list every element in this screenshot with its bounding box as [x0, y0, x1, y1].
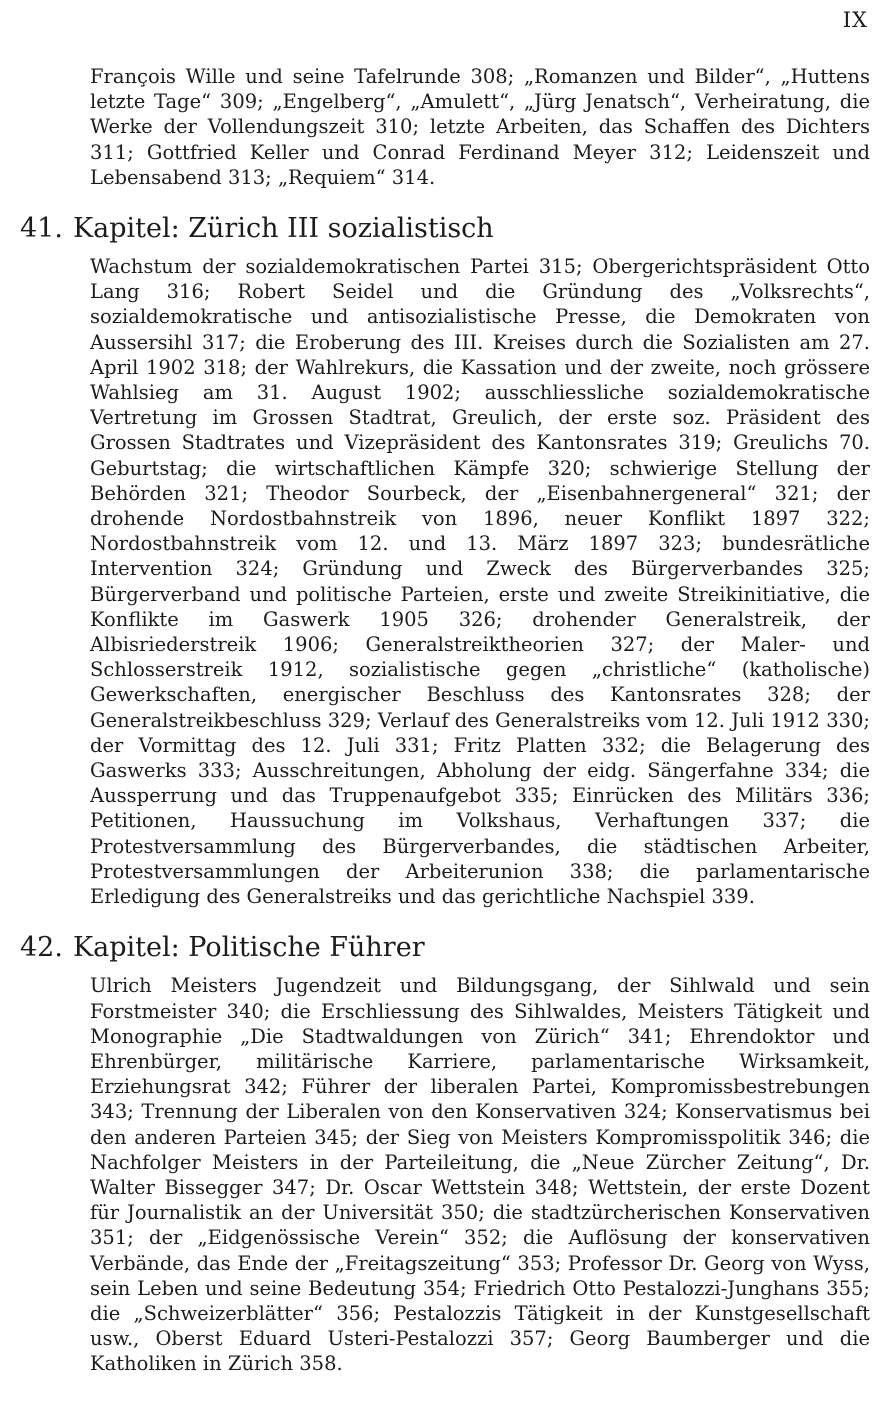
chapter-42-summary: Ulrich Meisters Jugendzeit und Bildungsgang, der Sihlwald und sein Forstmeister 340; die Erschliessung des Sihlwaldes, Meisters Tätigkeit und Monographie „Die Stadtwaldungen von Zürich“ 341; Ehrendoktor und Ehrenbürger, militärische Karriere, parlamentarische Wirksamkeit, Erziehungsrat 342; Führer der liberalen Partei, Kompromissbestrebungen 343; Trennung der Liberalen von den Konservativen 324; Konservatismus bei den anderen Parteien 345; der Sieg von Meisters Kompromisspolitik 346; die Nachfolger Meisters in der Parteileitung, die „Neue Zürcher Zeitung“, Dr. Walter Bissegger 347; Dr. Oscar Wettstein 348; Wettstein, der erste Dozent für Journalistik an der Universität 350; die stadtzürcherischen Konservativen 351; der „Eidgenössische Verein“ 352; die Auflösung der konservativen Verbände, das Ende der „Freitagszeitung“ 353; Professor Dr. Georg von Wyss, sein Leben und seine Bedeutung 354; Friedrich Otto Pestalozzi-Junghans 355; die „Schweizerblätter“ 356; Pestalozzis Tätigkeit in der Kunstgesellschaft usw., Oberst Eduard Usteri-Pestalozzi 357; Georg Baumberger und die Katholiken in Zürich 358. [90, 974, 870, 1376]
chapter-heading-42 [20, 931, 884, 965]
page-content [0, 64, 884, 1377]
chapter-title: Kapitel: Politische Führer [72, 932, 425, 964]
chapter-number: 42. [20, 932, 63, 964]
chapter-heading-41 [20, 212, 884, 246]
chapter-41-summary: Wachstum der sozialdemokratischen Partei 315; Obergerichtspräsident Otto Lang 316; Robert Seidel und die Gründung des „Volksrechts“, sozialdemokratische und antisozialistische Presse, die Demokraten von Aussersihl 317; die Eroberung des III. Kreises durch die Sozialisten am 27. April 1902 318; der Wahlrekurs, die Kassation und der zweite, noch grössere Wahlsieg am 31. August 1902; ausschliessliche sozialdemokratische Vertretung im Grossen Stadtrat, Greulich, der erste soz. Präsident des Grossen Stadtrates und Vizepräsident des Kantonsrates 319; Greulichs 70. Geburtstag; die wirtschaftlichen Kämpfe 320; schwierige Stellung der Behörden 321; Theodor Sourbeck, der „Eisenbahnergeneral“ 321; der drohende Nordostbahnstreik von 1896, neuer Konflikt 1897 322; Nordostbahnstreik vom 12. und 13. März 1897 323; bundesrätliche Intervention 324; Gründung und Zweck des Bürgerverbandes 325; Bürgerverband und politische Parteien, erste und zweite Streikinitiative, die Konflikte im Gaswerk 1905 326; drohender Generalstreik, der Albisriederstreik 1906; Generalstreiktheorien 327; der Maler- und Schlosserstreik 1912, sozialistische gegen „christliche“ (katholische) Gewerkschaften, energischer Beschluss des Kantonsrates 328; der Generalstreikbeschluss 329; Verlauf des Generalstreiks vom 12. Juli 1912 330; der Vormittag des 12. Juli 331; Fritz Platten 332; die Belagerung des Gaswerks 333; Ausschreitungen, Abholung der eidg. Sängerfahne 334; die Aussperrung und das Truppenaufgebot 335; Einrücken des Militärs 336; Petitionen, Haussuchung im Volkshaus, Verhaftungen 337; die Protestversammlung des Bürgerverbandes, die städtischen Arbeiter, Protestversammlungen der Arbeiterunion 338; die parlamentarische Erledigung des Generalstreiks und das gerichtliche Nachspiel 339. [90, 255, 870, 909]
intro-paragraph: François Wille und seine Tafelrunde 308; „Romanzen und Bilder“, „Huttens letzte Tage“ 309; „Engelberg“, „Amulett“, „Jürg Jenatsch“, Verheiratung, die Werke der Vollendungszeit 310; letzte Arbeiten, das Schaffen des Dichters 311; Gottfried Keller und Conrad Ferdinand Meyer 312; Leidenszeit und Lebensabend 313; „Requiem“ 314. [90, 65, 870, 189]
page-number: IX [842, 8, 868, 32]
chapter-number: 41. [20, 213, 63, 245]
chapter-title: Kapitel: Zürich III sozialistisch [72, 213, 494, 245]
